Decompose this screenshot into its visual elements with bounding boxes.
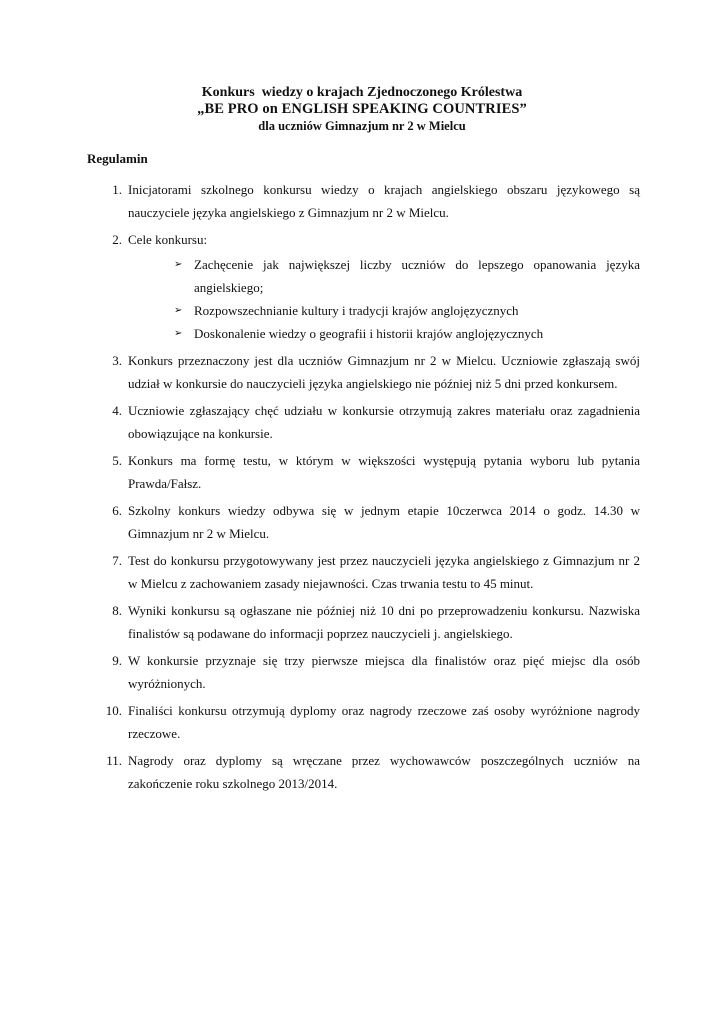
title-line-3: dla uczniów Gimnazjum nr 2 w Mielcu	[258, 119, 466, 133]
rule-text: Konkurs ma formę testu, w którym w większości występują pytania wyboru lub pytania Prawda/Fałsz.	[128, 453, 640, 491]
rule-item	[92, 699, 640, 745]
rule-item	[92, 599, 640, 645]
goal-item	[128, 299, 640, 322]
rule-number: 6.	[112, 503, 122, 518]
title-line-2: „BE PRO on ENGLISH SPEAKING COUNTRIES”	[197, 101, 527, 117]
arrow-bullet-icon: ➢	[174, 305, 183, 316]
rules-list	[92, 178, 640, 799]
rule-text: Nagrody oraz dyplomy są wręczane przez wychowawców poszczególnych uczniów na zakończenie roku szkolnego 2013/2014.	[128, 753, 640, 791]
rule-text: Inicjatorami szkolnego konkursu wiedzy o krajach angielskiego obszaru językowego są nauczyciele języka angielskiego z Gimnazjum nr 2 w Mielcu.	[128, 182, 640, 220]
goal-text: Doskonalenie wiedzy o geografii i historii krajów anglojęzycznych	[194, 326, 544, 341]
rule-item	[92, 649, 640, 695]
document-header	[0, 84, 724, 134]
rule-number: 8.	[112, 603, 122, 618]
rule-item	[92, 499, 640, 545]
arrow-bullet-icon: ➢	[174, 328, 183, 339]
rule-text: W konkursie przyznaje się trzy pierwsze miejsca dla finalistów oraz pięć miejsc dla osób wyróżnionych.	[128, 653, 640, 691]
goal-item	[128, 253, 640, 299]
rule-text: Cele konkursu:	[128, 232, 208, 247]
goal-text: Rozpowszechnianie kultury i tradycji krajów anglojęzycznych	[194, 303, 519, 318]
rule-text: Finaliści konkursu otrzymują dyplomy oraz nagrody rzeczowe zaś osoby wyróżnione nagrody rzeczowe.	[128, 703, 640, 741]
rule-text: Szkolny konkurs wiedzy odbywa się w jednym etapie 10czerwca 2014 o godz. 14.30 w Gimnazjum nr 2 w Mielcu.	[128, 503, 640, 541]
rule-text: Konkurs przeznaczony jest dla uczniów Gimnazjum nr 2 w Mielcu. Uczniowie zgłaszają swój udział w konkursie do nauczycieli języka angielskiego nie później niż 5 dni przed konkursem.	[128, 353, 640, 391]
rule-item	[92, 228, 640, 345]
rule-number: 4.	[112, 403, 122, 418]
rule-number: 11.	[106, 753, 122, 768]
rule-number: 2.	[112, 232, 122, 247]
rule-text: Uczniowie zgłaszający chęć udziału w konkursie otrzymują zakres materiału oraz zagadnienia obowiązujące na konkursie.	[128, 403, 640, 441]
rule-item	[92, 399, 640, 445]
rule-item	[92, 178, 640, 224]
goal-item	[128, 322, 640, 345]
rule-item	[92, 449, 640, 495]
rule-number: 5.	[112, 453, 122, 468]
rule-text: Wyniki konkursu są ogłaszane nie później niż 10 dni po przeprowadzeniu konkursu. Nazwiska finalistów są podawane do informacji poprzez nauczycieli j. angielskiego.	[128, 603, 640, 641]
rule-number: 10.	[105, 703, 122, 718]
rule-number: 1.	[112, 182, 122, 197]
rule-number: 9.	[112, 653, 122, 668]
goal-text: Zachęcenie jak największej liczby uczniów do lepszego opanowania języka angielskiego;	[194, 257, 640, 295]
rule-item	[92, 549, 640, 595]
rule-number: 3.	[112, 353, 122, 368]
goals-sublist	[128, 253, 640, 345]
title-line-1: Konkurs wiedzy o krajach Zjednoczonego Królestwa	[201, 85, 523, 100]
rule-text: Test do konkursu przygotowywany jest przez nauczycieli języka angielskiego z Gimnazjum nr 2 w Mielcu z zachowaniem zasady niejawności. Czas trwania testu to 45 minut.	[128, 553, 640, 591]
section-title: Regulamin	[87, 151, 148, 166]
rule-number: 7.	[112, 553, 122, 568]
rule-item	[92, 749, 640, 795]
rule-item	[92, 349, 640, 395]
arrow-bullet-icon: ➢	[174, 259, 183, 270]
